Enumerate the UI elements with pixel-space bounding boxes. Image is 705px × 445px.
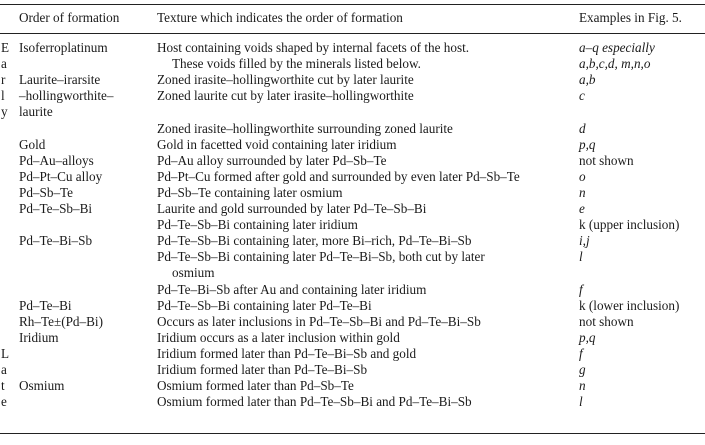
row-texture: Pd–Te–Sb–Bi containing later iridium [157,217,358,233]
row-example: f [579,281,583,297]
side-letter-late: e [1,394,7,410]
side-letter-late: t [1,378,5,394]
row-mineral: Pd–Sb–Te [19,184,74,200]
bottom-rule [0,433,705,434]
row-example: f [579,345,583,361]
row-example: d [579,120,586,136]
row-mineral: Pd–Te–Bi–Sb [19,233,93,249]
side-letter-early: l [1,88,5,104]
row-example: a–q especially [579,40,655,55]
row-example: n [579,378,586,394]
row-texture: Iridium formed later than Pd–Te–Bi–Sb and gold [157,345,417,361]
row-texture: These voids filled by the minerals listed below. [172,56,421,72]
row-mineral: Pd–Au–alloys [19,152,94,168]
row-mineral: Gold [19,136,46,152]
row-texture: Pd–Te–Bi–Sb after Au and containing later iridium [157,281,427,297]
top-rule [0,4,705,5]
row-mineral: Pd–Te–Bi [19,297,72,313]
row-example: not shown [579,152,634,168]
row-mineral: Osmium [19,378,65,394]
row-example: e [579,201,585,216]
row-example: l [579,249,583,265]
row-texture: Pd–Au alloy surrounded by later Pd–Sb–Te [157,152,387,168]
header-order-of-formation: Order of formation [19,10,120,25]
row-texture: Laurite and gold surrounded by later Pd–Te–Sb–Bi [157,201,427,216]
row-mineral: Rh–Te±(Pd–Bi) [19,313,103,329]
row-texture: Osmium formed later than Pd–Sb–Te [157,378,354,394]
row-mineral: Pd–Te–Sb–Bi [19,201,93,216]
row-example: p,q [579,136,596,152]
side-letter-early: a [1,56,7,72]
row-example: k (upper inclusion) [579,217,680,233]
row-mineral: Iridium [19,329,59,345]
row-mineral: Pd–Pt–Cu alloy [19,168,103,184]
side-letter-early: y [1,104,8,120]
row-example: p,q [579,329,596,345]
row-example: g [579,362,586,377]
side-letter-late: a [1,362,7,377]
row-texture: Pd–Sb–Te containing later osmium [157,184,343,200]
row-mineral: –hollingworthite– [19,88,114,104]
row-example: a,b,c,d, m,n,o [579,56,651,72]
row-texture: Zoned laurite cut by later irasite–hollingworthite [157,88,414,104]
side-letter-early: r [1,72,6,88]
row-mineral: Laurite–irarsite [19,72,101,88]
row-texture: Iridium formed later than Pd–Te–Bi–Sb [157,362,368,377]
side-letter-early: E [1,40,10,55]
row-example: l [579,394,583,410]
side-letter-late: L [1,345,10,361]
row-texture: Zoned irasite–hollingworthite cut by later laurite [157,72,414,88]
row-texture: Pd–Pt–Cu formed after gold and surrounded by even later Pd–Sb–Te [157,168,520,184]
row-texture: Pd–Te–Sb–Bi containing later Pd–Te–Bi–Sb, both cut by later [157,249,485,265]
row-example: n [579,184,586,200]
row-texture: Occurs as later inclusions in Pd–Te–Sb–Bi and Pd–Te–Bi–Sb [157,313,481,329]
row-texture: Host containing voids shaped by internal facets of the host. [157,40,470,55]
row-texture: Gold in facetted void containing later iridium [157,136,397,152]
row-texture: Zoned irasite–hollingworthite surrounding zoned laurite [157,120,453,136]
row-example: k (lower inclusion) [579,297,680,313]
row-mineral: Isoferroplatinum [19,40,108,55]
row-texture: Pd–Te–Sb–Bi containing later, more Bi–rich, Pd–Te–Bi–Sb [157,233,472,249]
row-texture: Osmium formed later than Pd–Te–Sb–Bi and Pd–Te–Bi–Sb [157,394,472,410]
row-mineral: laurite [19,104,53,120]
row-example: a,b [579,72,596,88]
row-example: o [579,168,586,184]
row-example: not shown [579,313,634,329]
header-examples: Examples in Fig. 5. [579,10,682,25]
row-example: i,j [579,233,590,249]
row-example: c [579,88,585,104]
header-texture: Texture which indicates the order of formation [157,10,403,25]
row-texture: Pd–Te–Sb–Bi containing later Pd–Te–Bi [157,297,372,313]
header-rule [0,33,705,34]
row-texture: Iridium occurs as a later inclusion within gold [157,329,400,345]
row-texture: osmium [172,265,215,281]
